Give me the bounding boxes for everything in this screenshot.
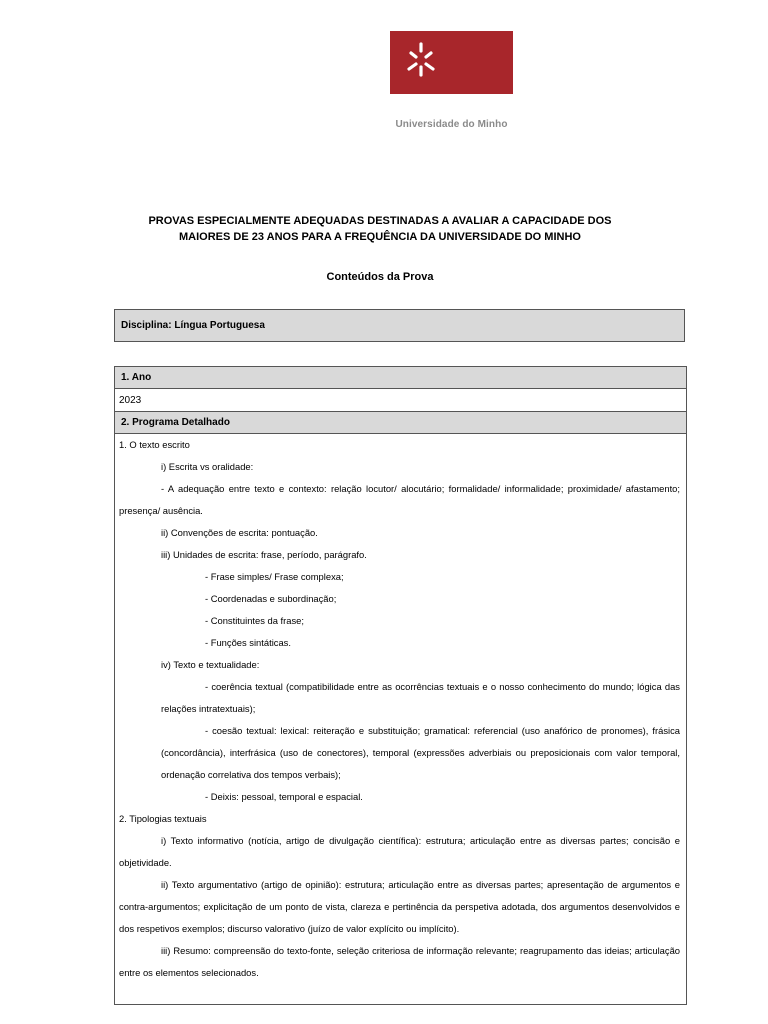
list-item: iii) Unidades de escrita: frase, período, parágrafo.	[161, 549, 367, 560]
title-line-2: MAIORES DE 23 ANOS PARA A FREQUÊNCIA DA UNIVERSIDADE DO MINHO	[179, 231, 581, 243]
ano-heading: 1. Ano	[115, 367, 686, 389]
list-item: ii) Convenções de escrita: pontuação.	[161, 527, 318, 538]
content-table	[114, 366, 687, 1005]
list-item: - Funções sintáticas.	[205, 637, 291, 648]
list-item: - coerência textual (compatibilidade entre as ocorrências textuais e o nosso conhecimento do mundo; lógica das relações intratextuais);	[161, 681, 680, 714]
list-item: - Coordenadas e subordinação;	[205, 593, 337, 604]
list-item: - Constituintes da frase;	[205, 615, 305, 626]
list-item: iii) Resumo: compreensão do texto-fonte, seleção criteriosa de informação relevante; reagrupamento das ideias; articulação entre os elementos selecionados.	[119, 945, 680, 978]
list-item: - Frase simples/ Frase complexa;	[205, 571, 344, 582]
list-item: - Deixis: pessoal, temporal e espacial.	[205, 791, 363, 802]
list-item: i) Texto informativo (notícia, artigo de divulgação científica): estrutura; articulação entre as diversas partes; concisão e objetividade.	[119, 835, 680, 868]
title-line-1: PROVAS ESPECIALMENTE ADEQUADAS DESTINADAS A AVALIAR A CAPACIDADE DOS	[148, 215, 612, 227]
list-item: ii) Texto argumentativo (artigo de opinião): estrutura; articulação entre as diversas partes; apresentação de argumentos e contra-argumentos; explicitação de um ponto de vista, clareza e pertinência da perspetiva adotada, dos argumentos desenvolvidos e dos respetivos exemplos; discurso valorativo (juízo de valor explícito ou implícito).	[119, 879, 680, 934]
list-item: iv) Texto e textualidade:	[161, 659, 260, 670]
list-item: - A adequação entre texto e contexto: relação locutor/ alocutário; formalidade/ informalidade; proximidade/ afastamento; presença/ ausência.	[119, 483, 680, 516]
programa-heading: 2. Programa Detalhado	[115, 412, 686, 434]
programa-body	[115, 434, 686, 984]
ano-value: 2023	[115, 389, 686, 412]
document-title	[100, 213, 660, 245]
discipline-box: Disciplina: Língua Portuguesa	[114, 309, 685, 342]
list-item: i) Escrita vs oralidade:	[161, 461, 254, 472]
document-subtitle: Conteúdos da Prova	[326, 271, 434, 283]
university-logo	[390, 31, 513, 94]
list-item: - coesão textual: lexical: reiteração e substituição; gramatical: referencial (uso anafórico de pronomes), frásica (concordância), interfrásica (uso de conectores), temporal (expressões adverbiais ou preposicionais com valor temporal, ordenação correlativa dos tempos verbais);	[161, 725, 680, 780]
list-item: 2. Tipologias textuais	[119, 813, 207, 824]
list-item: 1. O texto escrito	[119, 439, 190, 450]
university-name: Universidade do Minho	[395, 119, 508, 130]
star-burst-icon	[390, 31, 513, 94]
